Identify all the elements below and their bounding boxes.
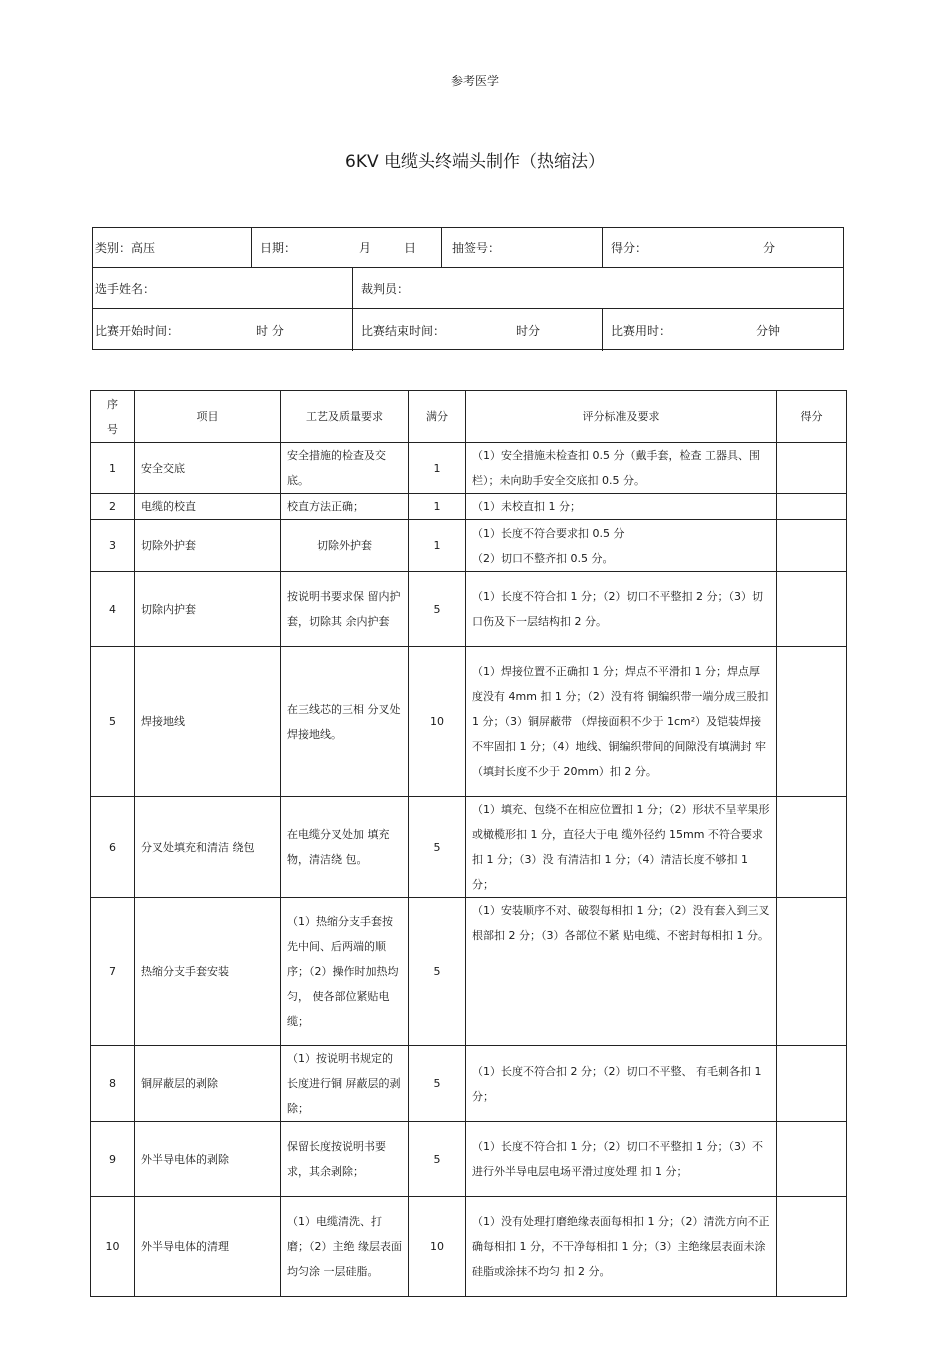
document-title: 6KV 电缆头终端头制作（热缩法） [345,152,605,172]
row-standard: （1）填充、包绕不在相应位置扣 1 分；（2）形状不呈苹果形或橄榄形扣 1 分，直径大于电 缆外径约 15mm 不符合要求扣 1 分；（3）没 有清洁扣 1 分；（4）清洁长度不够扣 1 分； [466,797,777,898]
row-score[interactable] [777,647,847,797]
row-no: 4 [91,572,135,647]
row-no: 5 [91,647,135,797]
start-time-unit: 时 分 [256,323,284,338]
row-score[interactable] [777,494,847,520]
table-row [91,797,847,898]
row-item: 焊接地线 [135,647,281,797]
end-time-unit: 时分 [516,323,541,338]
used-time-unit: 分钟 [756,323,781,338]
row-requirement: 在三线芯的三相 分叉处焊接地线。 [281,647,409,797]
judge-cell [352,268,845,308]
row-score[interactable] [777,797,847,898]
row-score[interactable] [777,572,847,647]
row-standard: （1）长度不符合要求扣 0.5 分 （2）切口不整齐扣 0.5 分。 [466,520,777,572]
score-cell [602,228,845,267]
row-requirement: （1）按说明书规定的长度进行铜 屏蔽层的剥除； [281,1046,409,1122]
player-cell [93,268,352,308]
table-row [91,898,847,1046]
row-no: 9 [91,1122,135,1197]
row-full-score: 5 [409,797,466,898]
date-cell [251,228,441,267]
end-time-label: 比赛结束时间： [361,323,446,338]
header-full-score: 满分 [409,391,466,443]
table-header-row [91,391,847,443]
header-item: 项目 [135,391,281,443]
row-full-score: 1 [409,443,466,494]
row-standard: （1）长度不符合扣 2 分；（2）切口不平整、 有毛刺各扣 1 分； [466,1046,777,1122]
row-full-score: 10 [409,647,466,797]
row-item: 铜屏蔽层的剥除 [135,1046,281,1122]
row-requirement: 保留长度按说明书要求，其余剥除； [281,1122,409,1197]
row-item: 安全交底 [135,443,281,494]
row-no: 1 [91,443,135,494]
page-header-note: 参考医学 [450,74,499,88]
table-row [91,443,847,494]
row-full-score: 5 [409,1046,466,1122]
row-no: 6 [91,797,135,898]
row-standard: （1）安装顺序不对、破裂每相扣 1 分；（2）没有套入到三叉根部扣 2 分；（3）各部位不紧 贴电缆、不密封每相扣 1 分。 [466,898,777,1046]
table-row [91,647,847,797]
row-score[interactable] [777,443,847,494]
judge-label: 裁判员： [361,281,410,296]
row-full-score: 1 [409,494,466,520]
date-label: 日期： [260,241,297,255]
row-standard: （1）长度不符合扣 1 分；（2）切口不平整扣 2 分；（3）切口伤及下一层结构扣 2 分。 [466,572,777,647]
table-row [91,1122,847,1197]
row-no: 3 [91,520,135,572]
header-requirement: 工艺及质量要求 [281,391,409,443]
lot-cell [441,228,602,267]
row-no: 7 [91,898,135,1046]
table-row [91,520,847,572]
row-score[interactable] [777,520,847,572]
row-standard: （1）没有处理打磨绝缘表面每相扣 1 分；（2）清洗方向不正确每相扣 1 分，不干净每相扣 1 分；（3）主绝缘层表面未涂硅脂或涂抹不均匀 扣 2 分。 [466,1197,777,1297]
header-no: 序号 [91,391,135,443]
score-unit: 分 [763,241,776,255]
info-row-1 [93,228,843,268]
row-item: 切除内护套 [135,572,281,647]
score-label: 得分： [611,241,648,255]
date-day: 日 [404,241,417,255]
row-full-score: 5 [409,898,466,1046]
start-time-cell [93,309,352,351]
row-full-score: 10 [409,1197,466,1297]
used-time-cell [602,309,845,351]
row-full-score: 5 [409,572,466,647]
info-table [92,227,844,350]
header-score: 得分 [777,391,847,443]
row-item: 电缆的校直 [135,494,281,520]
lot-label: 抽签号： [452,241,501,255]
row-requirement: （1）热缩分支手套按先中间、后两端的顺序；（2）操作时加热均匀， 使各部位紧贴电 缆； [281,898,409,1046]
end-time-cell [352,309,602,351]
row-no: 8 [91,1046,135,1122]
info-row-2 [93,268,843,309]
row-score[interactable] [777,1046,847,1122]
row-no: 10 [91,1197,135,1297]
start-time-label: 比赛开始时间： [95,323,180,338]
row-requirement: 校直方法正确； [281,494,409,520]
player-label: 选手姓名： [95,281,156,296]
header-standard: 评分标准及要求 [466,391,777,443]
row-no: 2 [91,494,135,520]
category-text: 类别：高压 [95,241,156,255]
row-item: 切除外护套 [135,520,281,572]
row-item: 热缩分支手套安装 [135,898,281,1046]
table-row [91,1046,847,1122]
table-row [91,572,847,647]
table-row [91,494,847,520]
used-time-label: 比赛用时： [611,323,672,338]
category-cell [93,228,251,267]
row-item: 外半导电体的清理 [135,1197,281,1297]
info-row-3 [93,309,843,351]
row-requirement: 按说明书要求保 留内护套，切除其 余内护套 [281,572,409,647]
row-score[interactable] [777,898,847,1046]
date-month: 月 [359,241,372,255]
table-row [91,1197,847,1297]
row-score[interactable] [777,1197,847,1297]
row-standard: （1）未校直扣 1 分； [466,494,777,520]
scoring-table [90,390,847,1297]
row-standard: （1）长度不符合扣 1 分；（2）切口不平整扣 1 分；（3）不进行外半导电层电场平滑过度处理 扣 1 分； [466,1122,777,1197]
row-requirement: 切除外护套 [281,520,409,572]
row-standard: （1）安全措施未检查扣 0.5 分（戴手套，检查 工器具、围栏）；未向助手安全交底扣 0.5 分。 [466,443,777,494]
row-requirement: （1）电缆清洗、打磨；（2）主绝 缘层表面均匀涂 一层硅脂。 [281,1197,409,1297]
row-requirement: 安全措施的检查及交底。 [281,443,409,494]
row-standard: （1）焊接位置不正确扣 1 分；焊点不平滑扣 1 分；焊点厚度没有 4mm 扣 1 分；（2）没有将 铜编织带一端分成三股扣 1 分；（3）铜屏蔽带 （焊接面积不少于 1cm²）及铠装焊接不牢固扣 1 分；（4）地线、铜编织带间的间隙没有填满封 牢（填封长度不少于 20mm）扣 2 分。 [466,647,777,797]
row-score[interactable] [777,1122,847,1197]
row-full-score: 1 [409,520,466,572]
row-full-score: 5 [409,1122,466,1197]
row-item: 外半导电体的剥除 [135,1122,281,1197]
row-requirement: 在电缆分叉处加 填充物，清洁绕 包。 [281,797,409,898]
row-item: 分叉处填充和清洁 绕包 [135,797,281,898]
